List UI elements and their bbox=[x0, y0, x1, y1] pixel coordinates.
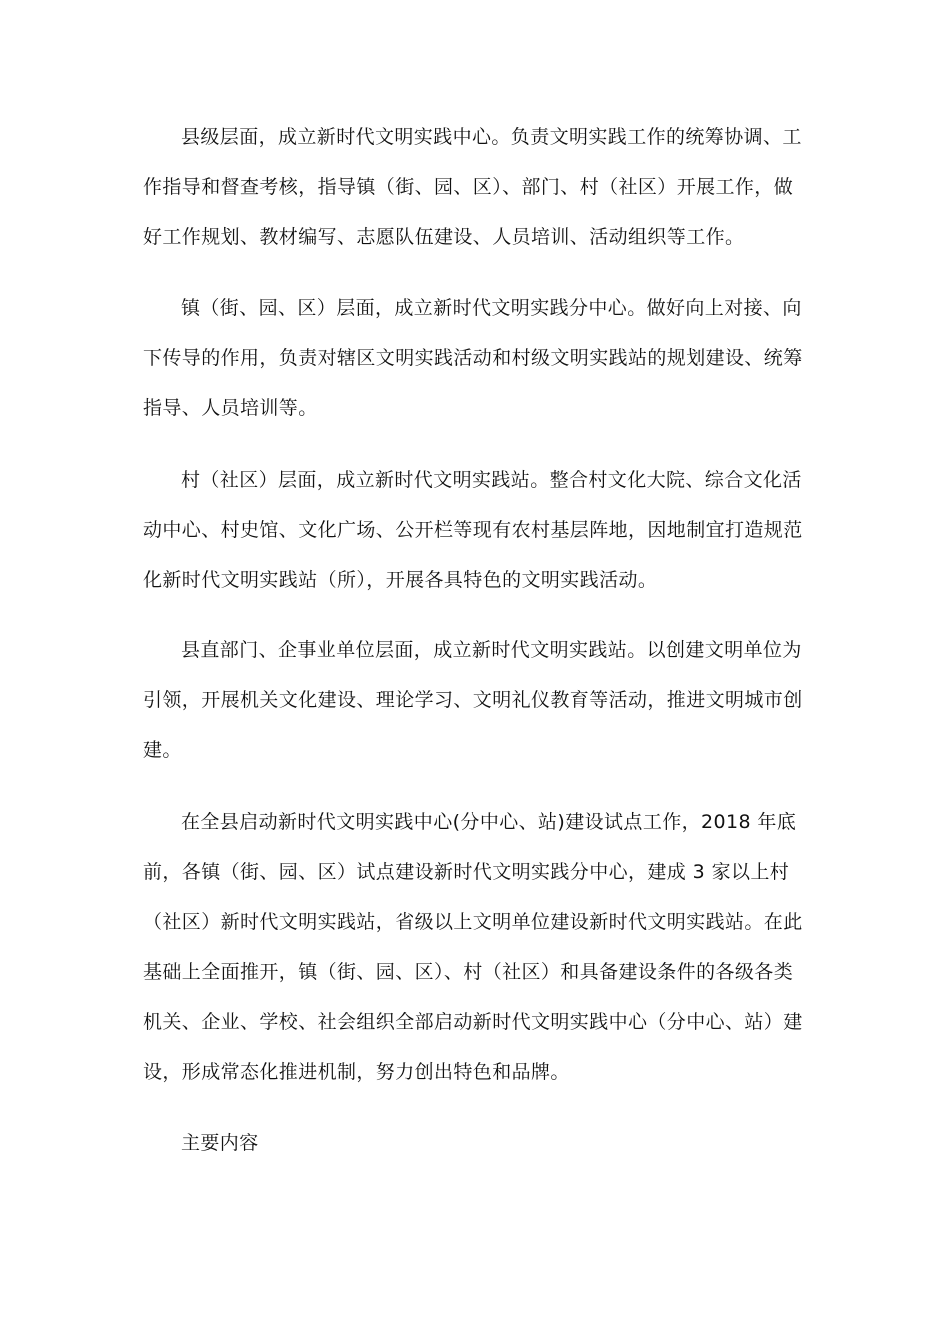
text-line: 下传导的作用，负责对辖区文明实践活动和村级文明实践站的规划建设、统筹 bbox=[143, 347, 803, 369]
text-line: 设，形成常态化推进机制，努力创出特色和品牌。 bbox=[143, 1061, 570, 1083]
text-line: 前，各镇（街、园、区）试点建设新时代文明实践分中心，建成 3 家以上村 bbox=[143, 861, 790, 883]
paragraph-village-level bbox=[143, 455, 803, 605]
text-line: 指导、人员培训等。 bbox=[143, 397, 318, 419]
text-line: 镇（街、园、区）层面，成立新时代文明实践分中心。做好向上对接、向 bbox=[181, 297, 802, 319]
text-line: 机关、企业、学校、社会组织全部启动新时代文明实践中心（分中心、站）建 bbox=[143, 1011, 803, 1033]
text-line: 村（社区）层面，成立新时代文明实践站。整合村文化大院、综合文化活 bbox=[181, 469, 802, 491]
text-line: 动中心、村史馆、文化广场、公开栏等现有农村基层阵地，因地制宜打造规范 bbox=[143, 519, 803, 541]
paragraph-department-level bbox=[143, 625, 803, 775]
text-line: 作指导和督查考核，指导镇（街、园、区）、部门、村（社区）开展工作，做 bbox=[143, 176, 794, 198]
paragraph-town-level bbox=[143, 283, 803, 433]
text-line: 主要内容 bbox=[181, 1132, 259, 1154]
text-line: 建。 bbox=[143, 739, 182, 761]
text-line: 引领，开展机关文化建设、理论学习、文明礼仪教育等活动，推进文明城市创 bbox=[143, 689, 803, 711]
text-line: 好工作规划、教材编写、志愿队伍建设、人员培训、活动组织等工作。 bbox=[143, 226, 745, 248]
section-heading-main-content bbox=[143, 1118, 803, 1168]
text-line: 县级层面，成立新时代文明实践中心。负责文明实践工作的统筹协调、工 bbox=[181, 126, 802, 148]
paragraph-pilot-work bbox=[143, 797, 803, 1097]
text-line: 县直部门、企事业单位层面，成立新时代文明实践站。以创建文明单位为 bbox=[181, 639, 802, 661]
paragraph-county-level bbox=[143, 112, 803, 262]
text-line: 化新时代文明实践站（所），开展各具特色的文明实践活动。 bbox=[143, 569, 658, 591]
text-line: 在全县启动新时代文明实践中心(分中心、站)建设试点工作，2018 年底 bbox=[181, 811, 797, 833]
text-line: 基础上全面推开，镇（街、园、区）、村（社区）和具备建设条件的各级各类 bbox=[143, 961, 794, 983]
text-line: （社区）新时代文明实践站，省级以上文明单位建设新时代文明实践站。在此 bbox=[143, 911, 803, 933]
